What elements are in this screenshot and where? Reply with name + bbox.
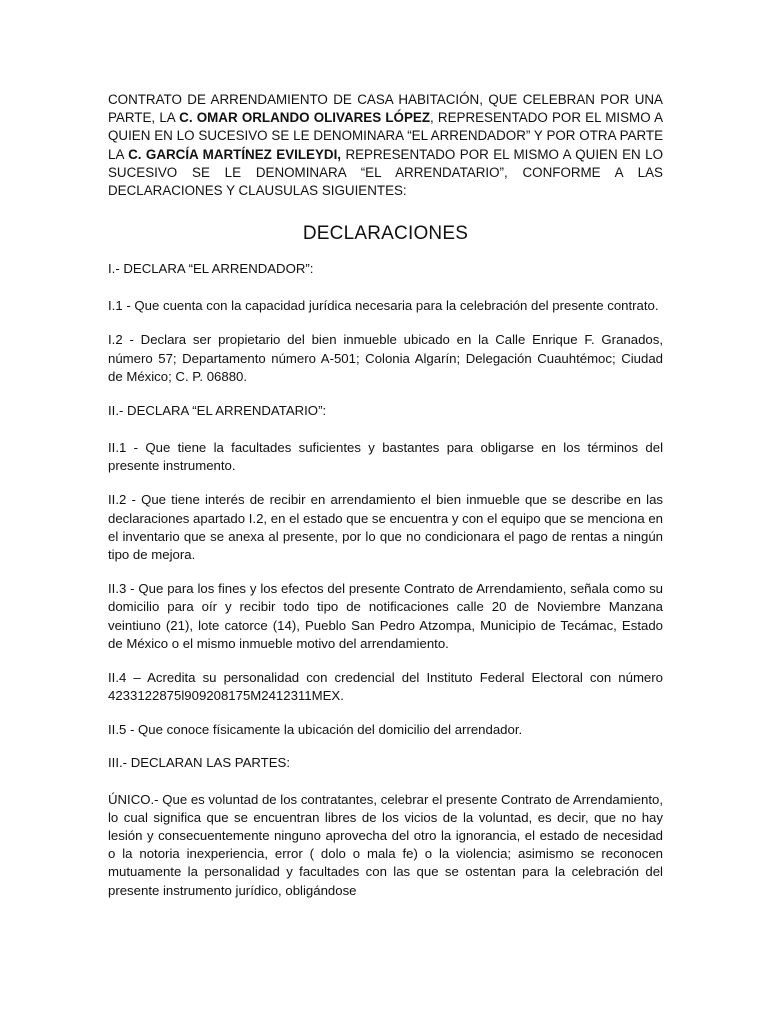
- contract-page: [108, 91, 663, 916]
- clause-text: - Que tiene interés de recibir en arrendamiento el bien inmueble que se describe en las declaraciones apartado I.2, en el estado que se encuentra y con el equipo que se menciona en el inventario que se anexa al presente, por lo que no condicionara el pago de rentas a ningún tipo de mejora.: [108, 492, 663, 563]
- clause-number: II.4: [108, 670, 127, 686]
- intro-text-3: REPRESENTADO POR EL MISMO A QUIEN EN LO SUCESIVO SE LE DENOMINARA “EL ARRENDATARIO”, CONFORME A LAS DECLARACIONES Y CLAUSULAS SIGUIENTES:: [108, 146, 663, 199]
- section-title-arrendatario: II.- DECLARA “EL ARRENDATARIO”:: [108, 403, 327, 419]
- clause-text: – Acredita su personalidad con credencial del Instituto Federal Electoral con número 4233122875l909208175M2412311MEX.: [108, 670, 663, 704]
- intro-text-2: , REPRESENTADO POR EL MISMO A QUIEN EN LO SUCESIVO SE LE DENOMINARA “EL ARRENDADOR” Y POR OTRA PARTE LA: [108, 110, 663, 162]
- arrendador-name: C. OMAR ORLANDO OLIVARES LÓPEZ: [179, 110, 430, 126]
- clause-number: II.3: [108, 581, 127, 597]
- clause-text: Que es voluntad de los contratantes, celebrar el presente Contrato de Arrendamiento, lo cual significa que se encuentran libres de los vicios de la voluntad, es decir, que no hay lesión y consecuentemente ninguno aprovecha del otro la ignorancia, el estado de necesidad o la notoria inexperiencia, error ( dolo o mala fe) o la violencia; asimismo se reconocen mutuamente la personalidad y facultades con las que se ostentan para la celebración del presente instrumento jurídico, obligándose: [108, 791, 663, 898]
- clause-ii-1: [108, 439, 663, 475]
- clause-i-2: [108, 331, 663, 386]
- clause-number: II.1: [108, 440, 127, 456]
- clause-number: II.5: [108, 722, 127, 738]
- clause-text: - Que para los fines y los efectos del presente Contrato de Arrendamiento, señala como su domicilio para oír y recibir todo tipo de notificaciones calle 20 de Noviembre Manzana veintiuno (21), lote catorce (14), Pueblo San Pedro Atzompa, Municipio de Tecámac, Estado de México o el mismo inmueble motivo del arrendamiento.: [108, 581, 663, 651]
- clause-text: - Que cuenta con la capacidad jurídica necesaria para la celebración del presente contrato.: [122, 298, 659, 314]
- clause-number: II.2: [108, 492, 127, 508]
- declaraciones-heading: DECLARACIONES: [302, 223, 469, 245]
- section-title-arrendador: I.- DECLARA “EL ARRENDADOR”:: [108, 261, 314, 277]
- clause-text: - Que conoce físicamente la ubicación del domicilio del arrendador.: [126, 722, 523, 738]
- contract-intro: [108, 91, 663, 200]
- clause-ii-5: [108, 721, 663, 739]
- clause-number: ÚNICO.-: [108, 791, 159, 807]
- clause-number: I.2: [108, 332, 123, 348]
- clause-text: - Que tiene la facultades suficientes y bastantes para obligarse en los términos del presente instrumento.: [108, 440, 663, 474]
- clause-unico: [108, 791, 663, 900]
- clause-i-1: [108, 297, 663, 315]
- intro-text-1: CONTRATO DE ARRENDAMIENTO DE CASA HABITACIÓN, QUE CELEBRAN POR UNA PARTE, LA: [108, 92, 663, 126]
- clause-ii-3: [108, 580, 663, 653]
- clause-ii-4: [108, 669, 663, 705]
- clause-ii-2: [108, 491, 663, 564]
- clause-number: I.1: [108, 298, 123, 314]
- section-title-partes: III.- DECLARAN LAS PARTES:: [108, 754, 290, 770]
- arrendatario-name: C. GARCÍA MARTÍNEZ EVILEYDI,: [128, 146, 342, 162]
- clause-text: - Declara ser propietario del bien inmueble ubicado en la Calle Enrique F. Granados, número 57; Departamento número A-501; Colonia Algarín; Delegación Cuauhtémoc; Ciudad de México; C. P. 06880.: [108, 332, 663, 384]
